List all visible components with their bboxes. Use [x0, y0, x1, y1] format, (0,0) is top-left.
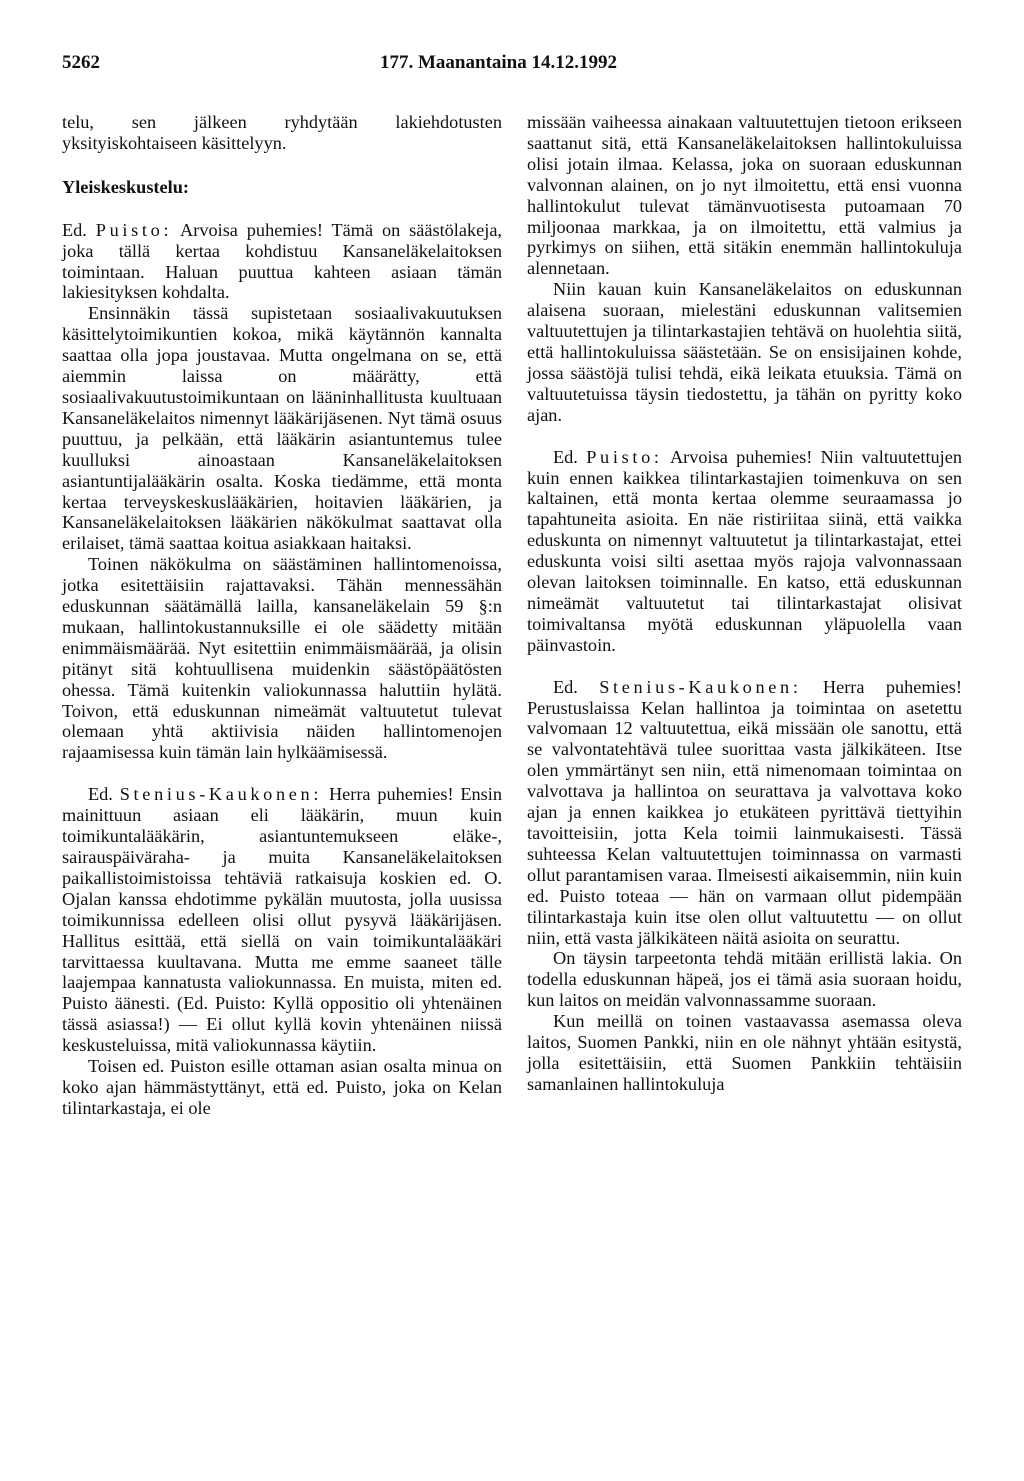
paragraph: Kun meillä on toinen vastaavassa asemassa oleva laitos, Suomen Pankki, niin en ole nähnyt yhtään esitystä, jolla esitettäisiin, että Suomen Pankkiin tehtäisiin samanlainen hallintokuluja: [527, 1011, 962, 1094]
left-column: [62, 112, 502, 1119]
paragraph: telu, sen jälkeen ryhdytään lakiehdotusten yksityiskohtaiseen käsittelyyn.: [62, 112, 502, 153]
speaker-prefix: Ed.: [553, 676, 578, 697]
speaker-name: Puisto:: [586, 446, 663, 467]
paragraph: On täysin tarpeetonta tehdä mitään erillistä lakia. On todella eduskunnan häpeä, jos ei tämä asia suoraan hoidu, kun laitos on meidän valvonnassamme suoraan.: [527, 948, 962, 1011]
paragraph: Niin kauan kuin Kansaneläkelaitos on eduskunnan alaisena suoraan, mielestäni eduskunnan valitsemien valtuutettujen ja tilintarkastajien tehtävä on huolehtia siitä, että hallintokuluissa säästetään. Se on ensisijainen kohde, jossa säästöjä tulisi tehdä, eikä leikata etuuksia. Tämä on valtuutetuissa täysin tiedostettu, ja tähän on pyritty koko ajan.: [527, 279, 962, 425]
section-heading: Yleiskeskustelu:: [62, 176, 189, 197]
paragraph: Toisen ed. Puiston esille ottaman asian osalta minua on koko ajan hämmästyttänyt, että ed. Puisto, joka on Kelan tilintarkastaja, ei ole: [62, 1056, 502, 1118]
paragraph: Toinen näkökulma on säästäminen hallintomenoissa, jotka esitettäisiin rajattavaksi. Tähän mennessähän eduskunnan säätämällä lailla, kansaneläkelain 59 §:n mukaan, hallintokustannuksille ei ole säädetty mitään enimmäismäärää. Nyt esitettiin enimmäismäärää, ja olisin pitänyt sitä kohtuullisena muidenkin säästöpäätösten ohessa. Tämä kuitenkin valiokunnassa haluttiin hylätä. Toivon, että eduskunnan nimeämät valtuutetut tulevat olemaan yhtä aktiivisia näiden hallintomenojen rajaamisessa kuin tämän lain hylkäämisessä.: [62, 554, 502, 763]
speech-paragraph: [62, 784, 502, 1056]
speaker-prefix: Ed.: [88, 784, 113, 805]
speaker-prefix: Ed.: [553, 446, 578, 467]
paragraph: Ensinnäkin tässä supistetaan sosiaalivakuutuksen käsittelytoimikuntien kokoa, mikä käytännön kannalta saattaa olla jopa joustavaa. Mutta ongelmana on se, että aiemmin laissa on määrätty, että sosiaalivakuutustoimikuntaan on lääninhallitusta kuultuaan Kansaneläkelaitos nimennyt lääkärijäsenen. Nyt tämä osuus puuttuu, ja pelkään, että lääkärin asiantuntemus tulee kuulluksi ainoastaan Kansaneläkelaitoksen asiantuntijalääkärin osalta. Koska tiedämme, että monta kertaa terveyskeskuslääkärien, hoitavien lääkärien, ja Kansaneläkelaitoksen lääkärien näkökulmat saattavat olla erilaiset, tämä saattaa koitua asiakkaan haitaksi.: [62, 303, 502, 554]
speech-text: Herra puhemies! Perustuslaissa Kelan hallintoa ja toimintaa on asetettu valvomaan 12 valtuutettua, eikä missään ole sanottu, että se valvontatehtävä tulee suorittaa vasta jälkikäteen. Itse olen ymmärtänyt sen niin, että nimenomaan toimintaa on valvottava ja hallintoa on seurattava ja valvottava koko ajan ja ennen kaikkea jo etukäteen pyrittävä tiettyihin tavoitteisiin, jotta Kela toimii lainmukaisesti. Tässä suhteessa Kelan valtuutettujen toiminnassa on varmasti ollut parantamisen varaa. Ilmeisesti aikaisemmin, niin kuin ed. Puisto toteaa — hän on varmaan ollut pidempään tilintarkastaja kuin itse olen ollut valtuutettu — on ollut niin, että vasta jälkikäteen näitä asioita on seurattu.: [527, 676, 962, 948]
speech-text: Herra puhemies! Ensin mainittuun asiaan eli lääkärin, muun kuin toimikuntalääkärin, asiantuntemukseen eläke-, sairauspäiväraha- ja muita Kansaneläkelaitoksen paikallistoimistoissa tehtäviä ratkaisuja koskien ed. O. Ojalan kanssa ehdotimme pykälän muutosta, jolla uusissa toimikunnissa edelleen olisi ollut pysyvä lääkärijäsen. Hallitus esittää, että siellä on vain toimikuntalääkäri tarvittaessa kuultavana. Mutta me emme saaneet tälle laajempaa kannatusta valiokunnassa. En muista, miten ed. Puisto äänesti. (Ed. Puisto: Kyllä oppositio oli yhtenäinen tässä asiassa!) — Ei ollut kyllä kovin yhtenäinen niissä keskusteluissa, mitä valiokunnassa käytiin.: [62, 784, 503, 1056]
page-header: [62, 52, 962, 82]
speaker-name: Stenius-Kaukonen:: [119, 784, 323, 805]
page-number: 5262: [62, 52, 100, 73]
speech-paragraph: [527, 447, 962, 656]
speaker-name: Stenius-Kaukonen:: [599, 676, 802, 697]
speech-paragraph: [62, 220, 502, 304]
speech-paragraph: [527, 677, 962, 949]
speech-text: Arvoisa puhemies! Niin valtuutettujen kuin ennen kaikkea tilintarkastajien toimenkuva on sen kaltainen, että monta kertaa olemme seuraamassa jo tapahtuneita asioita. En näe ristiriitaa siinä, että vaikka eduskunta on nimennyt valtuutetut ja tilintarkastajat, ettei eduskunta voisi silti asettaa myös rajoja valvonnassaan olevan laitoksen toiminnalle. En katso, että eduskunnan nimeämät valtuutetut tai tilintarkastajat olisivat toimivaltansa myötä eduskunnan yläpuolella vaan päinvastoin.: [527, 446, 962, 655]
speaker-prefix: Ed.: [62, 219, 87, 240]
session-date: 177. Maanantaina 14.12.1992: [380, 52, 617, 73]
speaker-name: Puisto:: [95, 219, 173, 240]
speech-text: Arvoisa puhemies! Tämä on säästölakeja, joka tällä kertaa kohdistuu Kansaneläkelaitoksen toimintaan. Haluan puuttua kahteen asiaan tämän lakiesityksen kohdalta.: [62, 219, 502, 303]
right-column: [527, 112, 962, 1095]
paragraph: missään vaiheessa ainakaan valtuutettujen tietoon erikseen saattanut sitä, että Kansaneläkelaitoksen hallintokuluissa olisi jotain ilmaa. Kelassa, joka on suoraan eduskunnan valvonnan alainen, on jo nyt ilmoitettu, että ensi vuonna hallintokulut tulevat tämänvuotisesta putoamaan 70 miljoonaa markkaa, ja on ilmoitettu, että valmius ja pyrkimys on siihen, että sitäkin enemmän hallintokuluja alennetaan.: [527, 112, 962, 279]
